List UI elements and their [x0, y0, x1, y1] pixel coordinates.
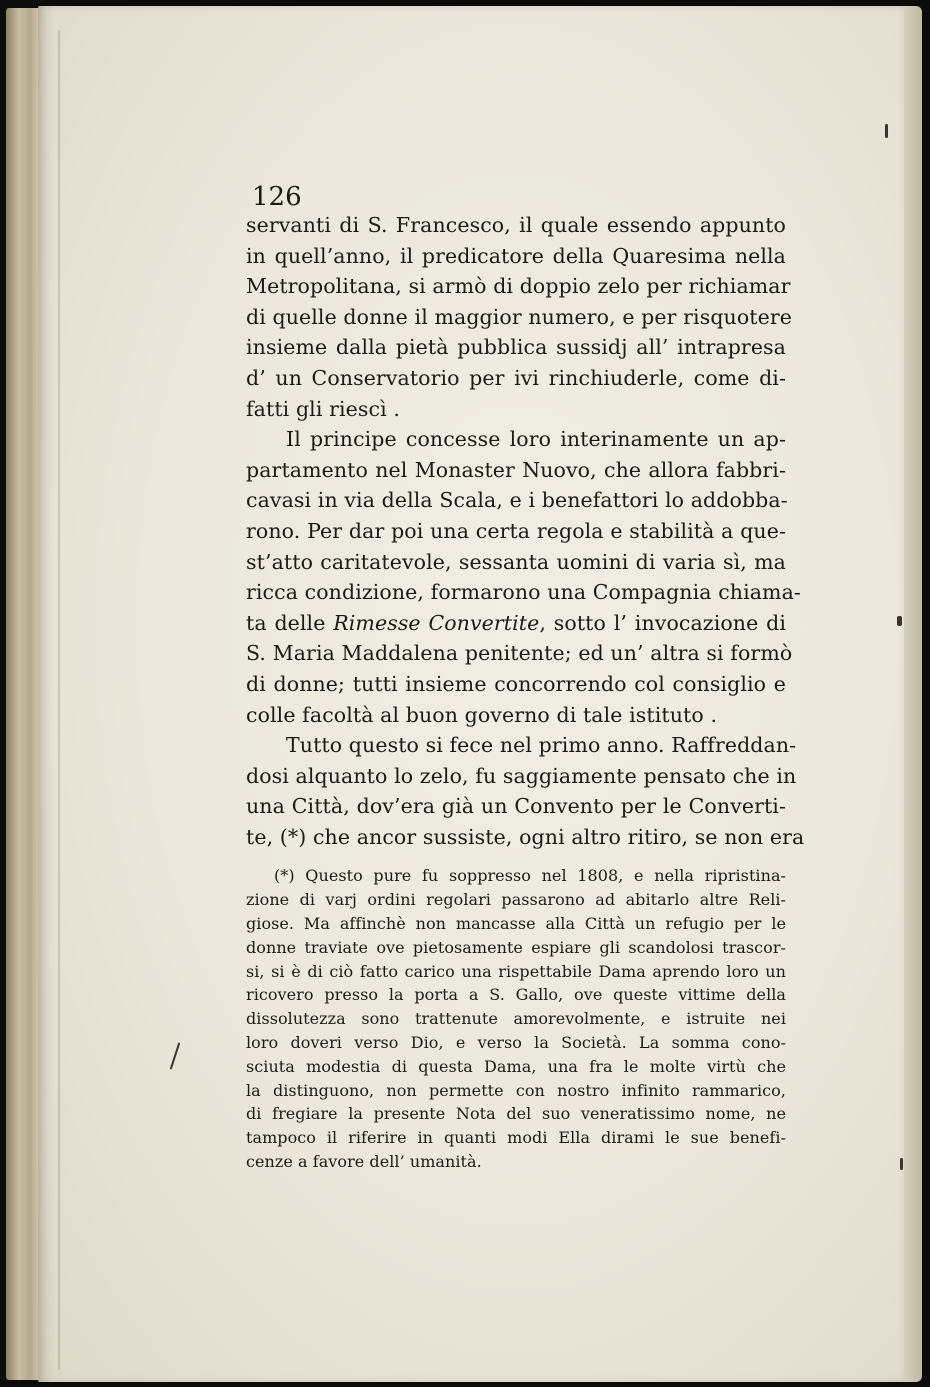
body-line: d’ un Conservatorio per ivi rinchiuderle, come di- — [246, 365, 786, 390]
body-line: partamento nel Monaster Nuovo, che allora fabbri- — [246, 457, 786, 482]
footnote-line: di fregiare la presente Nota del suo veneratissimo nome, ne — [246, 1104, 786, 1124]
footnote-line: la distinguono, non permette con nostro infinito rammarico, — [246, 1080, 786, 1100]
body-line: di quelle donne il maggior numero, e per risquotere — [246, 304, 792, 329]
body-line: in quell’anno, il predicatore della Quaresima nella — [246, 243, 786, 268]
body-line: ricca condizione, formarono una Compagnia chiama- — [246, 580, 801, 605]
body-line: S. Maria Maddalena penitente; ed un’ altra si formò — [246, 641, 793, 666]
body-line: te, (*) che ancor sussiste, ogni altro ritiro, se non era — [246, 824, 805, 849]
footnote-line: (*) Questo pure fu soppresso nel 1808, e nella ripristina- — [274, 866, 786, 886]
body-line: cavasi in via della Scala, e i benefattori lo addobba- — [246, 488, 788, 513]
footnote-line: giose. Ma affinchè non mancasse alla Città un refugio per le — [246, 914, 786, 934]
body-line: di donne; tutti insieme concorrendo col consiglio e — [246, 671, 786, 696]
text-block — [246, 180, 805, 1174]
margin-mark — [897, 616, 902, 626]
body-line: ta delle Rimesse Convertite, sotto l’ invocazione di — [246, 610, 786, 635]
body-line: rono. Per dar poi una certa regola e stabilità a que- — [246, 518, 786, 543]
italic-title: Rimesse Convertite — [333, 610, 540, 635]
body-line: dosi alquanto lo zelo, fu saggiamente pensato che in — [246, 763, 797, 788]
footnote-line: si, si è di ciò fatto carico una rispettabile Dama aprendo loro un — [246, 961, 786, 981]
body-line: Tutto questo si fece nel primo anno. Raffreddan- — [286, 733, 797, 758]
footnote-line: donne traviate ove pietosamente espiare gli scandolosi trascor- — [246, 937, 786, 957]
body-line: st’atto caritatevole, sessanta uomini di varia sì, ma — [246, 549, 786, 574]
footnote-line: loro doveri verso Dio, e verso la Società. La somma cono- — [246, 1033, 786, 1053]
footnote — [246, 864, 786, 1173]
body-line: fatti gli riescì . — [246, 396, 400, 421]
footnote-line: tampoco il riferire in quanti modi Ella dirami le sue benefi- — [246, 1128, 786, 1148]
margin-mark — [885, 124, 888, 138]
body-line: una Città, dov’era già un Convento per le Converti- — [246, 794, 786, 819]
body-line: colle facoltà al buon governo di tale istituto . — [246, 702, 718, 727]
footnote-line: ricovero presso la porta a S. Gallo, ove queste vittime della — [246, 985, 786, 1005]
footnote-line: zione di varj ordini regolari passarono ad abitarlo altre Reli- — [246, 890, 786, 910]
gutter-shadow — [58, 30, 60, 1370]
footnote-line: dissolutezza sono trattenute amorevolmente, e istruite nei — [246, 1009, 786, 1029]
body-line: Il principe concesse loro interinamente un ap- — [286, 427, 786, 452]
body-line: servanti di S. Francesco, il quale essendo appunto — [246, 213, 786, 237]
page-fore-edge — [904, 6, 922, 1382]
footnote-line: cenze a favore dell’ umanità. — [246, 1152, 482, 1172]
body-text — [246, 210, 805, 852]
page-number: 126 — [252, 182, 302, 212]
footnote-line: sciuta modestia di questa Dama, una fra le molte virtù che — [246, 1056, 786, 1076]
body-line: Metropolitana, si armò di doppio zelo per richiamar — [246, 274, 791, 299]
margin-mark — [900, 1158, 903, 1170]
body-line: insieme dalla pietà pubblica sussidj all’ intrapresa — [246, 335, 786, 360]
